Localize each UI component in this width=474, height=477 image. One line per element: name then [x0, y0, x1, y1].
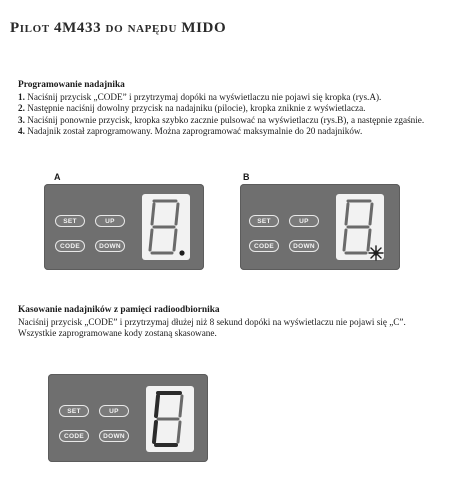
step-4: 4. Nadajnik został zaprogramowany. Można zaprogramować maksymalnie do 20 nadajników.	[18, 126, 363, 137]
down-button[interactable]: DOWN	[95, 240, 125, 252]
up-button[interactable]: UP	[95, 215, 125, 227]
seven-segment-display	[142, 194, 190, 260]
panel-b-label: B	[243, 172, 250, 182]
down-button[interactable]: DOWN	[289, 240, 319, 252]
digit-c-display	[146, 386, 194, 452]
dot-indicator-icon	[179, 250, 184, 255]
programming-heading: Programowanie nadajnika	[18, 80, 125, 90]
erasing-section	[18, 305, 458, 340]
panel-a-label: A	[54, 172, 61, 182]
step-1: 1. Naciśnij przycisk „CODE” i przytrzymaj dopóki na wyświetlaczu nie pojawi się kropka (rys.A).	[18, 91, 382, 102]
digit-eight-dim-with-dot	[142, 194, 190, 260]
set-button[interactable]: SET	[59, 405, 89, 417]
programming-section	[18, 80, 458, 138]
code-button[interactable]: CODE	[249, 240, 279, 252]
set-button[interactable]: SET	[55, 215, 85, 227]
up-button[interactable]: UP	[289, 215, 319, 227]
seven-segment-display	[336, 194, 384, 260]
code-button[interactable]: CODE	[55, 240, 85, 252]
erasing-line-1: Naciśnij przycisk „CODE” i przytrzymaj dłużej niż 8 sekund dopóki na wyświetlaczu nie pojawi się „C”.	[18, 316, 406, 327]
control-panel-c	[48, 374, 208, 462]
code-button[interactable]: CODE	[59, 430, 89, 442]
control-panel-b	[240, 184, 400, 270]
erasing-line-2: Wszystkie zaprogramowane kody zostaną skasowane.	[18, 328, 217, 339]
seven-segment-display	[146, 386, 194, 452]
up-button[interactable]: UP	[99, 405, 129, 417]
step-2: 2. Następnie naciśnij dowolny przycisk na nadajniku (pilocie), kropka zniknie z wyświetlacza.	[18, 103, 366, 114]
step-3: 3. Naciśnij ponownie przycisk, kropka szybko zacznie pulsować na wyświetlaczu (rys.B), a następnie zgaśnie.	[18, 114, 425, 125]
down-button[interactable]: DOWN	[99, 430, 129, 442]
page-title: Pilot 4M433 do napędu MIDO	[10, 20, 227, 36]
erasing-heading: Kasowanie nadajników z pamięci radioodbiornika	[18, 305, 220, 315]
control-panel-a	[44, 184, 204, 270]
set-button[interactable]: SET	[249, 215, 279, 227]
digit-eight-dim-with-blinking-dot	[336, 194, 392, 268]
